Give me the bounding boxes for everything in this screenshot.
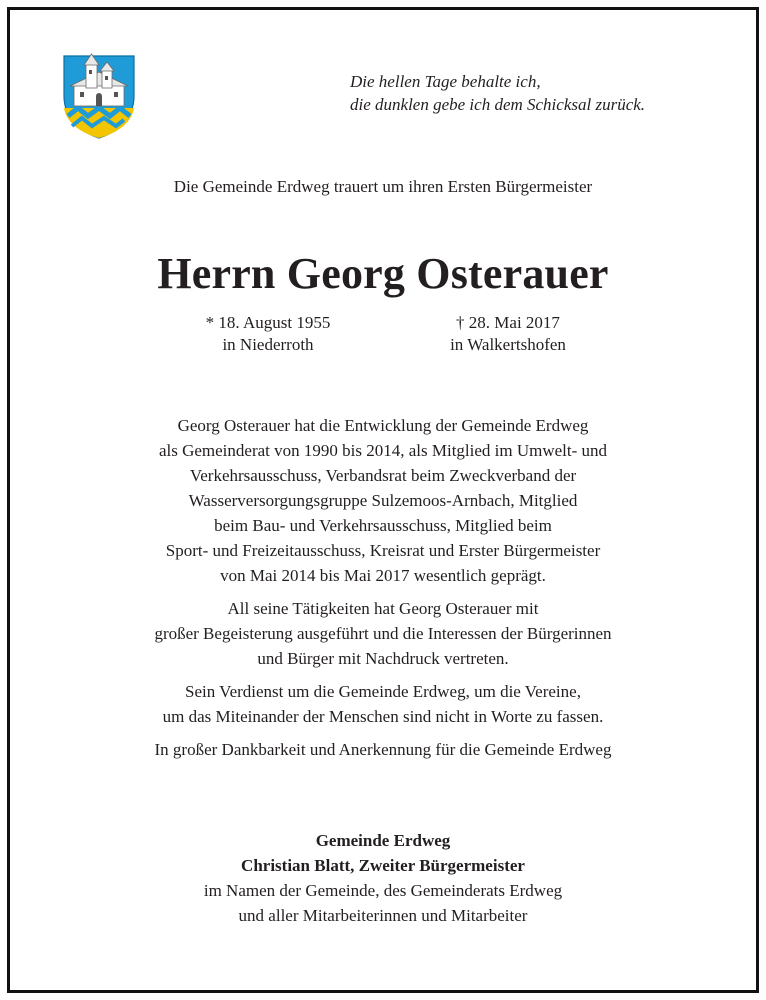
signature-line: und aller Mitarbeiterinnen und Mitarbeiter: [238, 906, 528, 925]
tribute-paragraph: [0, 737, 766, 762]
motto-line: die dunklen gebe ich dem Schicksal zurück.: [350, 95, 646, 114]
text-line: großer Begeisterung ausgeführt und die Interessen der Bürgerinnen: [154, 624, 612, 643]
tribute-paragraph: [0, 413, 766, 588]
death-date: † 28. Mai 2017: [456, 313, 560, 332]
text-line: als Gemeinderat von 1990 bis 2014, als Mitglied im Umwelt- und: [158, 441, 608, 460]
birth-place: in Niederroth: [222, 335, 314, 354]
birth-date: * 18. August 1955: [205, 313, 331, 332]
deceased-name: Herrn Georg Osterauer: [157, 249, 609, 298]
death-place: in Walkertshofen: [450, 335, 566, 354]
text-line: beim Bau- und Verkehrsausschuss, Mitglied beim: [214, 516, 552, 535]
text-line: Georg Osterauer hat die Entwicklung der Gemeinde Erdweg: [177, 416, 589, 435]
tribute-text: [0, 413, 766, 770]
motto-line: Die hellen Tage behalte ich,: [350, 72, 541, 91]
birth-info: [168, 312, 368, 356]
coat-of-arms-icon: [60, 50, 138, 140]
text-line: um das Miteinander der Menschen sind nicht in Worte zu fassen.: [162, 707, 604, 726]
intro-line: Die Gemeinde Erdweg trauert um ihren Ersten Bürgermeister: [173, 177, 593, 196]
signature-block: [0, 828, 766, 928]
text-line: und Bürger mit Nachdruck vertreten.: [257, 649, 509, 668]
signature-line: im Namen der Gemeinde, des Gemeinderats Erdweg: [203, 881, 563, 900]
text-line: Sport- und Freizeitausschuss, Kreisrat und Erster Bürgermeister: [165, 541, 601, 560]
text-line: Sein Verdienst um die Gemeinde Erdweg, um die Vereine,: [185, 682, 581, 701]
signature-org: Gemeinde Erdweg: [315, 831, 451, 850]
signature-signer: Christian Blatt, Zweiter Bürgermeister: [241, 856, 525, 875]
text-line: von Mai 2014 bis Mai 2017 wesentlich geprägt.: [220, 566, 546, 585]
motto-quote: [350, 70, 710, 116]
tribute-paragraph: [0, 596, 766, 671]
text-line: In großer Dankbarkeit und Anerkennung für die Gemeinde Erdweg: [154, 740, 612, 759]
text-line: Wasserversorgungsgruppe Sulzemoos-Arnbach, Mitglied: [188, 491, 578, 510]
tribute-paragraph: [0, 679, 766, 729]
text-line: Verkehrsausschuss, Verbandsrat beim Zweckverband der: [189, 466, 577, 485]
death-info: [408, 312, 608, 356]
text-line: All seine Tätigkeiten hat Georg Osterauer mit: [227, 599, 539, 618]
